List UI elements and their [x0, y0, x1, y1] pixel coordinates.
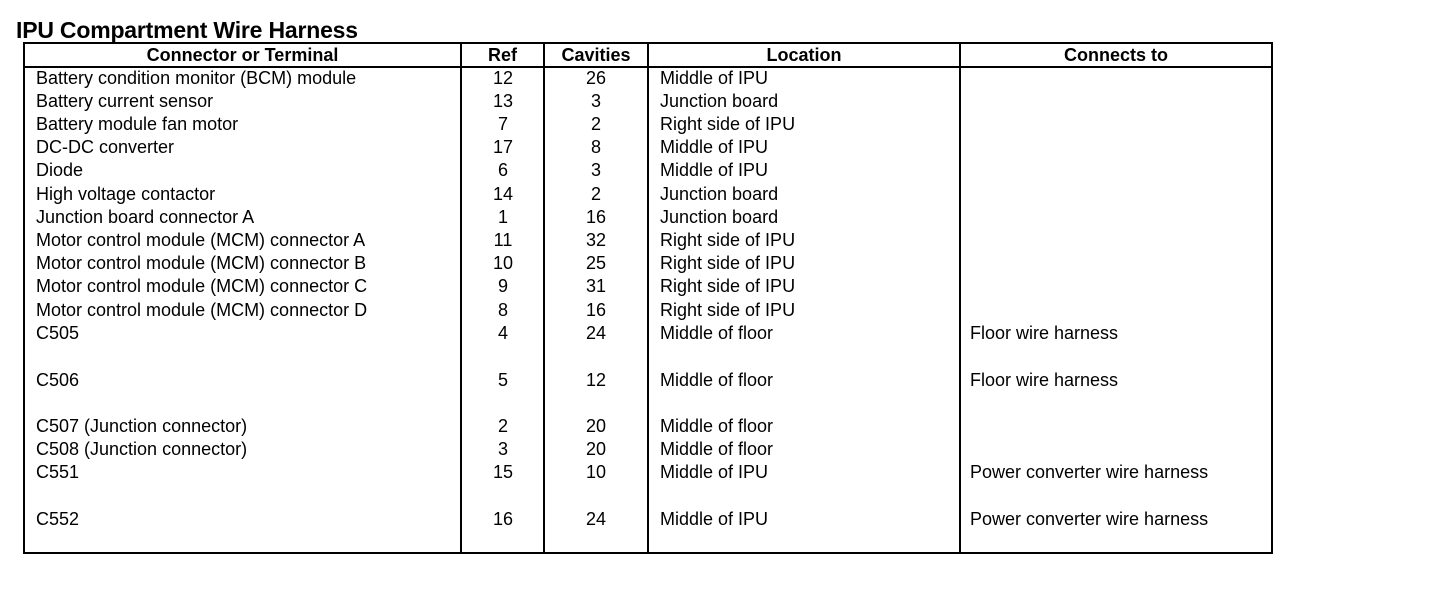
location-cell: Middle of floor: [660, 416, 774, 436]
connector-cell: Motor control module (MCM) connector C: [36, 276, 368, 296]
cavities-cell: 24: [585, 323, 607, 343]
ref-cell: 7: [497, 114, 508, 134]
location-cell: Middle of IPU: [660, 137, 769, 157]
connector-cell: Battery current sensor: [36, 91, 214, 111]
header-connects-to: Connects to: [1063, 45, 1168, 65]
cavities-cell: 3: [590, 160, 601, 180]
cavities-cell: 12: [585, 370, 607, 390]
column-divider: [543, 42, 545, 554]
column-divider: [647, 42, 649, 554]
location-cell: Middle of floor: [660, 439, 774, 459]
ref-cell: 4: [497, 323, 508, 343]
ref-cell: 10: [492, 253, 514, 273]
location-cell: Right side of IPU: [660, 230, 796, 250]
cavities-cell: 2: [590, 184, 601, 204]
header-location: Location: [766, 45, 842, 65]
location-cell: Right side of IPU: [660, 114, 796, 134]
location-cell: Middle of IPU: [660, 160, 769, 180]
cavities-cell: 16: [585, 207, 607, 227]
connector-cell: C506: [36, 370, 80, 390]
ref-cell: 1: [497, 207, 508, 227]
connects-to-cell: Power converter wire harness: [970, 462, 1209, 482]
cavities-cell: 31: [585, 276, 607, 296]
cavities-cell: 20: [585, 416, 607, 436]
location-cell: Middle of IPU: [660, 68, 769, 88]
cavities-cell: 25: [585, 253, 607, 273]
location-cell: Middle of IPU: [660, 462, 769, 482]
ref-cell: 12: [492, 68, 514, 88]
connector-cell: DC-DC converter: [36, 137, 175, 157]
header-ref: Ref: [487, 45, 517, 65]
ref-cell: 5: [497, 370, 508, 390]
cavities-cell: 8: [590, 137, 601, 157]
connector-cell: C508 (Junction connector): [36, 439, 248, 459]
location-cell: Right side of IPU: [660, 276, 796, 296]
connector-cell: C551: [36, 462, 80, 482]
column-divider: [959, 42, 961, 554]
cavities-cell: 16: [585, 300, 607, 320]
header-connector: Connector or Terminal: [146, 45, 339, 65]
ref-cell: 17: [492, 137, 514, 157]
ref-cell: 2: [497, 416, 508, 436]
ref-cell: 16: [492, 509, 514, 529]
connects-to-cell: Power converter wire harness: [970, 509, 1209, 529]
connector-cell: Motor control module (MCM) connector B: [36, 253, 367, 273]
location-cell: Junction board: [660, 91, 779, 111]
location-cell: Junction board: [660, 184, 779, 204]
connector-cell: Motor control module (MCM) connector D: [36, 300, 368, 320]
connector-cell: C507 (Junction connector): [36, 416, 248, 436]
column-divider: [460, 42, 462, 554]
ref-cell: 9: [497, 276, 508, 296]
connector-cell: Battery module fan motor: [36, 114, 239, 134]
page-title: IPU Compartment Wire Harness: [16, 17, 358, 43]
ref-cell: 6: [497, 160, 508, 180]
connector-cell: Junction board connector A: [36, 207, 255, 227]
ref-cell: 13: [492, 91, 514, 111]
cavities-cell: 3: [590, 91, 601, 111]
cavities-cell: 10: [585, 462, 607, 482]
connector-cell: High voltage contactor: [36, 184, 216, 204]
cavities-cell: 26: [585, 68, 607, 88]
header-cavities: Cavities: [561, 45, 631, 65]
connects-to-cell: Floor wire harness: [970, 323, 1119, 343]
cavities-cell: 32: [585, 230, 607, 250]
cavities-cell: 20: [585, 439, 607, 459]
ref-cell: 3: [497, 439, 508, 459]
location-cell: Middle of IPU: [660, 509, 769, 529]
ref-cell: 15: [492, 462, 514, 482]
connector-cell: Battery condition monitor (BCM) module: [36, 68, 357, 88]
cavities-cell: 2: [590, 114, 601, 134]
location-cell: Middle of floor: [660, 323, 774, 343]
location-cell: Right side of IPU: [660, 300, 796, 320]
ref-cell: 14: [492, 184, 514, 204]
connects-to-cell: Floor wire harness: [970, 370, 1119, 390]
connector-cell: C505: [36, 323, 80, 343]
connector-cell: Diode: [36, 160, 84, 180]
connector-cell: C552: [36, 509, 80, 529]
connector-cell: Motor control module (MCM) connector A: [36, 230, 366, 250]
cavities-cell: 24: [585, 509, 607, 529]
location-cell: Middle of floor: [660, 370, 774, 390]
location-cell: Right side of IPU: [660, 253, 796, 273]
ref-cell: 11: [493, 230, 513, 250]
location-cell: Junction board: [660, 207, 779, 227]
ref-cell: 8: [497, 300, 508, 320]
